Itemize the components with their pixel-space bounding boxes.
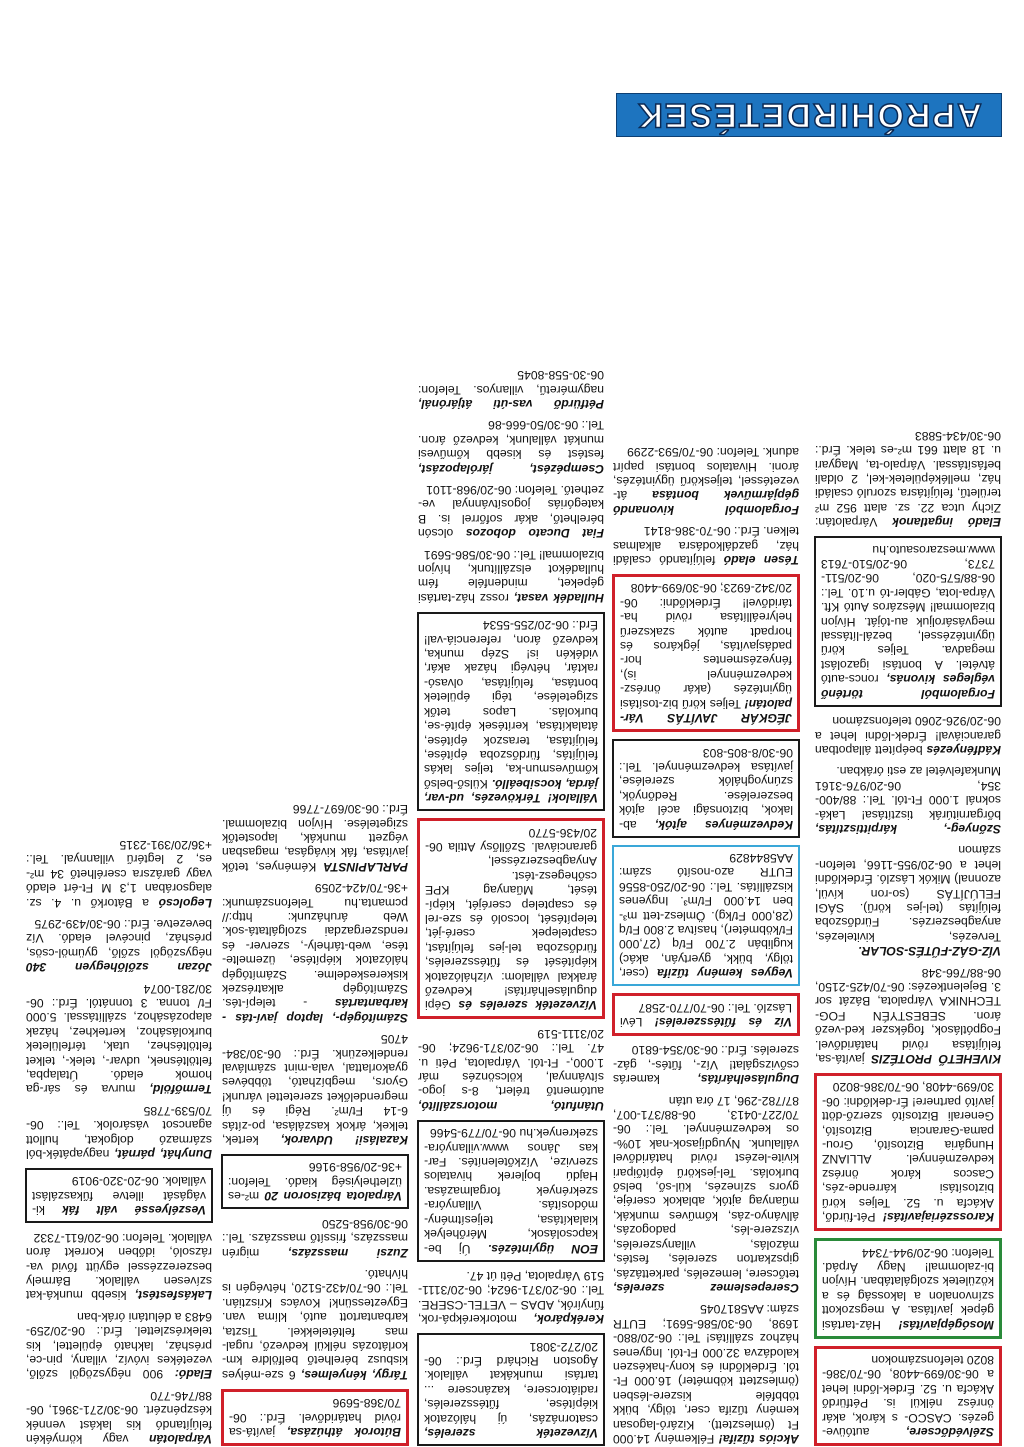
classified-ad [612, 739, 800, 837]
ad-headline: Számítógép-, laptop javí-tás - karbantartás [222, 996, 408, 1025]
ad-headline: Csempézést, járólapozást, [418, 461, 604, 476]
classified-ad [25, 1388, 213, 1446]
ad-headline: Víz és fűtésszerelés! [654, 1015, 792, 1030]
ad-body: javítá-sa, felújítása rövid határidővel. Fogpótlások, fogékszer ked-vező áron. SEBESTYÉN FOG-TECHNIKA Várpalota, Bázát sor 3. Bejelentkezés: 06-70/425-2150, 06-88/766-348 [815, 965, 1001, 1067]
classified-ad [25, 838, 213, 910]
ad-headline: Vízvezeték szerelés és [458, 998, 597, 1013]
ad-headline: EON ügyintézés. [487, 1241, 598, 1256]
ad-body: kertek, telkek, árkok kaszálása, po-zítás 6-14 Ft/m². Régi és új megrendelőket szeretettel várunk! Gyors, megbízható, többéves gyakorlattal, vala-mint számlával rendelkezünk. Érd.: 06-30/384-4705 [222, 1032, 408, 1148]
classified-ad [814, 714, 1002, 757]
ad-headline: Vízvezeték szerelés, [424, 1426, 598, 1440]
ad-headline: Kedvezményes ajtók, [654, 817, 793, 832]
ad-headline: Zuzsi masszázs, [287, 1245, 408, 1260]
classified-ad [417, 818, 605, 1019]
ad-body: beépített állapotban garanciával! Érdek-lődni lehet a 06-20/926-2060 telefonszámon [815, 714, 1001, 757]
ad-body: bőrgarnitúrák tisztítása! Laká-soknál 1.000 Ft-tól. Tel.: 88/400-354, 06-20/976-3161 Munkafelvétel az esti órákban. [815, 764, 1001, 822]
ad-body: Új be-kapcsolások, Mérőhelyek kialakítása, teljesítmény-módosítás. Villanyóra-szekrények forgalmazása. Hajdú bojlerek hivatalos szervize, Vízkőtelenítés. Far-kas János www.villanyóra-szekrenyek.hu 06-70/779-5466 [423, 1126, 598, 1256]
ad-headline: Lakásfestést, [134, 1288, 212, 1303]
ad-body: autómentő trélert, 8-s jogo-sítvánnyal, kölcsönzés már 1.000,- Ft-tól. Várpalota, Péti u. 47. Tel.: 06-20/371-9624; 06-20/3111-519 [418, 1026, 604, 1099]
ad-body: Teljes körű biz-tosítási ügyintézés (akár önrész- kedvezménnyel is), fényezésmentes hor-padásjavítás, jégkáros és horpadt autók szakszerű helyreállítása rövid ha-táridővel! Érdeklődni: 06-20/342-6923; 06-30/699-4408 [620, 581, 792, 711]
ad-headline: Pétfürdő vas-úti átjárónál, [418, 397, 604, 411]
classified-ad [814, 764, 1002, 836]
ad-headline: KIVEHETŐ PROTÉZIS [871, 1052, 1001, 1067]
classified-ad [612, 574, 800, 732]
ad-body: migrén masszázs, frissítő masszázs. Tel.: 06-30/958-5250 [222, 1216, 408, 1260]
ad-body: Gépi duguláselhárítás! Kedvező árakkal vállalom: vízhálózatok kiépítését és fűtésszerelés, fürdőszoba tel-jes felújítást, csaptelepek cseré-jét, telepítését, locsoló és sze-rel és csaptelep cseréjét, kiépí-tését, Műanyag KPE csőhegesz-tést. Anyagbeszerzéssel, garanciával. Szőllősy Attila 06-20/436-5770 [425, 825, 597, 1013]
section-title: APRÓHIRDETÉSEK [636, 96, 982, 135]
classified-ad [814, 428, 1002, 529]
classified-ad [221, 1216, 409, 1259]
ad-body: nagyméretű, villanyos. Telefon: 06-30-558-8045 [418, 368, 604, 397]
classified-ad [221, 881, 409, 1025]
classified-ad [25, 1168, 213, 1223]
classified-ad [221, 1267, 409, 1382]
classified-ad [417, 1026, 605, 1112]
ad-headline: Termőföld, [149, 1082, 212, 1097]
ad-headline: Karosszériajavítás! [882, 1210, 994, 1225]
ad-body: Külső-belső kőművesmun-ka, teljes lakás felújítás, fürdőszoba építése, felújítása, teraszok építése, átalakítása, kerítések építé-se, burkolás. Lapos tetők szigetelése, tégi épületek bontása, felújítása, olvasó-raktár, hétvégi házak akár, vidékén is! Szép munka, kedvező áron, referenciá-val! Érd.: 06-20/255-5534 [424, 618, 598, 791]
classified-ad [814, 536, 1002, 706]
ad-body: (cser, tölgy, bükk, gyertyán, akác) kuglibán 2.700 Ft/q (27,000 Ft/köbméter), hasítva 2.800 Ft/q (28,000 Ft/kg). Ömlesz-tett m³-ben 14.000 Ft/m³. Ingyenes kiszállítás. Tel.: 06-20/250-8556 EUTR azo-nosító szám: AA5844829 [619, 850, 793, 981]
ad-headline: Dunyhát, párnát, [114, 1147, 212, 1162]
ad-headline: Fiat Ducato dobozos [465, 526, 604, 541]
classified-ad [25, 1103, 213, 1161]
column-4 [221, 795, 409, 1446]
ad-headline: Vegyes kemény tűzifa [657, 966, 793, 981]
column-1 [814, 421, 1002, 1446]
classified-ad [417, 1120, 605, 1262]
classified-ad [25, 981, 213, 1096]
ad-headline: Eladó ingatlanok [892, 515, 1001, 530]
ad-headline: Szőnyeg-, kárpittisztítás, [815, 821, 1001, 836]
ad-body: motorkerékpá-rok, fűnyírók, ADAS – VETEL-CSERE. Tel.: 06-20/371-9624; 06-20/3111-519 Várpalota, Péti út 47. [418, 1268, 604, 1327]
ad-headline: Józan szőlőhegyen 340 [26, 960, 212, 975]
ad-body: ki-vágását illetve fűkaszálást vállalok. 06-20-320-9019 [32, 1174, 206, 1218]
classified-ad [612, 445, 800, 517]
ad-headline: Forgalomból kivonandó gépjárművek bontása [613, 488, 799, 517]
ad-body: vagy környékén felújítandó kis lakást vennék készpénzért. 06-30/271-3961, 06-88/746-770 [26, 1388, 212, 1446]
ad-headline: Bútorok áthúzása, [286, 1425, 401, 1439]
ad-body: Tervezés, kivitelezés, anyagbeszerzés. Fürdőszoba felújítás (tel-jes körű). SÁGI FELÚJÍTÁS (so-ron kívül, azonnal) Mikók László. Érdeklődni lehet a 06-20/955-1166, telefon-számon [815, 843, 1001, 944]
classified-ad [814, 1073, 1002, 1231]
ad-body: felújítandó családi ház, gazdálkodásra alkalmas telken. Érd.: 06-70-386-8141 [613, 524, 799, 568]
classified-ad [25, 1309, 213, 1381]
classified-ad [814, 843, 1002, 958]
ad-headline: Hulladék vasat, [513, 590, 604, 605]
ad-body: autóüve-gezés. CASCO- s károk, akár önrész nélkül is. Pétfürdő Akácfa u. 52. Érdek-lődni lehet a 06-30/699-4408, 06-70/386-8020 telefonszámokon [822, 1352, 994, 1439]
column-5 [25, 831, 213, 1446]
classified-ad [221, 1389, 409, 1446]
classified-ad [221, 1154, 409, 1209]
ad-body: rossz ház-tartási gépeket, mindenféle fém hulladékot elszállítunk, hívjon bizalommal! Tel.: 06-30/586-5691 [418, 547, 604, 605]
ad-body: ab-lakok, biztonsági acél ajtók beszerelése. Redőnyök, szúnyoghálók szerelése, javítása kedvezménnyel. Tel.: 06-30/8-805-803 [619, 745, 793, 832]
ad-body: roncs-autó átvétel. A bontási igazolást megadva. Teljes körű ügyintézéssel, bezál-lítással megvásároljuk au-tóját. Hívjon bizalommal! Mészáros Autó Kft. Várpa-lota, Gábler-tó u.10. Tel.: 06-88/575-020, 06-20/511-7373, 06-20/510-7613 www.meszarosauto.hu [820, 542, 995, 687]
ad-body: át-vezetéssel, teljeskörű ügyintézés, ároni. Hivatalos bontási papírt adunk. Telefon: 06-70/593-2299 [613, 445, 799, 503]
ad-body: murva és sár-ga homok eladó. Útalapba, feltöltésnek, udvar-, telek-, telket feltöltéshez, utak, térfelületek burkolásához, kertekhez, házak alapozásához, szállítással. 5.000 Ft/ tonna. 3 tonnától. Érd.: 06-30/281-0074 [26, 981, 212, 1097]
ad-body: Kéményes, tetők javítása, fák kivágása, magasban végzett munkák, lapostetők szigetelése. Hívjon bizalommal. Érd.: 06-30/697-7766 [222, 802, 408, 874]
ad-body: - telepí-tés. Számítógép alkatrészek kiskereskedelme. Számítógép hálózatok kiépítése, üzemelte-tése, web-tárhely-, szerver- és rendszergazdai szolgáltatá-sok. Web áruházunk: http:// pcmanta.hu Telefonszámunk: +36-70/424-2059 [222, 881, 408, 1011]
ad-headline: Veszélyessé vált fák [61, 1203, 206, 1218]
classified-ad [814, 1238, 1002, 1338]
classified-ad [221, 802, 409, 874]
ad-headline: Szélvédőcsere, [905, 1425, 994, 1439]
classified-ad [417, 547, 605, 605]
ad-body: Félkemény 14.000 Ft (ömlesztett). Kizáró-lagosan kemény tűzifa cser, tölgy, bükk többféle kiszere-lésben (ömlesztett köbméter) 16.000 Ft-tól. Érdeklődni és kony-hakészen kalodázva 32.000 Ft-tól. Ingyenes házhoz szállítás! Tel.: 06-20/880-1698, 06-30/586-5691; EUTR szám: AA5817045 [612, 1302, 799, 1446]
classified-ad [814, 1346, 1002, 1446]
classified-ad [25, 1230, 213, 1302]
ad-headline: Legolcsó [158, 895, 212, 910]
ad-headline: Várpalotán [149, 1432, 212, 1446]
ad-body: 900 négyszögöl szőlő, vezetékes ivóvíz, villany, pin-ce, présház, lakható épülettel, kis telekrészlettel. Érd.: 06-20/259-6483 a délutáni órák-ban [26, 1309, 212, 1382]
column-3 [417, 361, 605, 1446]
ad-headline: Utánfutó, motorszállító, [418, 1098, 604, 1113]
section-title-banner [616, 93, 1002, 137]
ad-body: csatornázás, új hálózatok kiépítése, fűtésszerelés, radiátorcsere, kazáncsere ... tartási munkákat vállalok. Ágoston Richárd Érd.: 06-20/272-3081 [424, 1339, 598, 1426]
ad-headline: Kádfényezés [926, 742, 1001, 757]
classified-ad [417, 1333, 605, 1446]
ad-body: a Bátorkő u. 4. sz. alagsorában 1,3 M Ft-ért eladó vagy garázsra cserélhető 34 m²-es, 2 legtérű villannyal. Tel.: +36/20/391-2315 [26, 837, 212, 910]
ad-headline: PARLAPINSTA [323, 859, 408, 874]
classified-ad [612, 1043, 800, 1086]
ad-body: Lévi László. Tel.: 06-70/770-2587 [620, 1000, 792, 1030]
ad-headline: Várpalota bázisoron 20 [264, 1189, 402, 1204]
column-2 [612, 438, 800, 1446]
ad-headline: Tárgy, kényelmes, [300, 1367, 408, 1382]
classified-ad [417, 368, 605, 411]
ad-body: m²-es üzlethelyiség kiadó. Telefon: +36-20/958-9166 [228, 1160, 402, 1204]
classified-ad [417, 1269, 605, 1327]
classified-ad [612, 1093, 800, 1295]
ad-body: tetőcsere, lemezelés, parkettázás, gipszkarton szerelés, festés, mázolás, villanyszerelés, vízszere-lés, padogozás, állványo-zás, kőműves munkák, műanyag ajtók, ablakok cseréje, gyors színezés, kül-ső, belső burkolás. Tel-jeskörű építőipari kivite-lezést rövid határidővel vállalunk. Nyugdíjasok-nak 10%-os kedvezménnyel. Tel.: 06-70/227-0413, 06-88/371-007, 87/782-296, 17 óra után [613, 1093, 799, 1281]
classified-ad [612, 1302, 800, 1446]
ad-headline: Tésen eladó [723, 553, 799, 568]
ad-headline: Duguláselhárítás, [697, 1072, 799, 1087]
classified-ad [612, 993, 800, 1036]
ad-headline: JÉGKÁR JAVÍTÁS Vár-palotán! [620, 696, 792, 726]
ad-body: festést és kisebb kőművesi munkát vállalunk, kedvező áron. Tel.: 06-30/50-666-86 [418, 418, 604, 462]
classified-ad [221, 1032, 409, 1147]
ad-headline: VÍZ-GÁZ-FŰTÉS-SOLAR. [858, 944, 1001, 959]
ad-headline: Vállalok! Térkövezés, ud-var, járda, kocsibeálló. [424, 776, 598, 806]
ad-headline: Forgalomból történő végleges kivonás, [821, 672, 995, 701]
ad-body: Pét-fürdő, Akácfa u. 52. Teljes körű biztosítási kárrende-zés, Cascos károk önrész kedvezménnyel. ALLIANZ Hungária Biztosító, Grou-pama-Garancia Biztosító, Generali Biztosító szerző-dött javító partnere! Ér-deklődni: 06-30/699-4408, 06-70/386-8020 [822, 1080, 994, 1225]
classified-ad [417, 418, 605, 476]
classified-ad [417, 612, 605, 811]
ad-body: olcsón bérelhető, akár sofőrrel is. B kategóriás jogosítvánnyal ve-zethető. Telefon: 06-20/968-1101 [418, 483, 604, 541]
classified-ad [612, 845, 800, 987]
classified-ad [612, 524, 800, 567]
ad-body: Ház-tartási gépek javítása. A megszokott színvonalon a lakosság és a közületek szolgálatában. Hívjon bi-zalommal! Nagy Árpád. Telefon: 06-20/944-7344 [822, 1245, 994, 1332]
ad-body: kisebb munká-kat szívesen vállalok. Bármely beszerezzéssel együtt fővid va-rázsoló, időben Korrekt áron vállalok. Telefon: 06-20/611-7332 [26, 1230, 212, 1303]
ad-body: javítá-sa rövid határidővel. Érd.: 06-70/368-5696 [229, 1396, 401, 1439]
ad-headline: Mosógépjavítás! [898, 1317, 994, 1332]
ad-body: kamerás csővizsgálat! Víz-, fűtés-, gáz-szerelés. Érd.: 06-30/354-6810 [613, 1043, 799, 1087]
ad-body: Várpalotán: Zichy utca 22. sz. alatt 952 m² területű, felújításra szoruló családi ház, melléképületek-kel, 2 oldali befásítással. Várpalo-ta, Magyari u. 18 alatt 661 m²-es telek. Érd.: 06-30/434-5883 [815, 428, 1001, 530]
ad-body: 6 sze-mélyes kisbusz bérelhető belföldre km-korlátozás nélkül kedvező, rugal-mas feltételekkel. Tiszta, karbantartott autó, klíma van. Egyeztessünk! Kovács Krisztián. Tel.: 06-70/432-5120, hétvégén is hívható. [222, 1266, 408, 1382]
classified-ad [25, 917, 213, 975]
ad-headline: Cserepeslemez szerelés, [613, 1280, 799, 1295]
ad-headline: Kazalási! Udvarok, [280, 1133, 408, 1148]
ad-headline: Eladó: [174, 1367, 212, 1382]
ad-body: négyszögöl szőlő, gyümöl-csös, présház, pincével eladó. Víz bevezetve. Érd.: 06-30/439-2975 [26, 917, 212, 960]
ad-headline: Akciós tűzifa! [718, 1432, 799, 1446]
ad-body: nagyapáték-ból származó dolgokat, hullott agancsot vásárolok. Tel.: 06-70/539-7785 [25, 1103, 212, 1162]
ad-headline: Kerékpárok, [533, 1312, 604, 1327]
classified-ad [417, 483, 605, 541]
classified-ad [814, 965, 1002, 1066]
